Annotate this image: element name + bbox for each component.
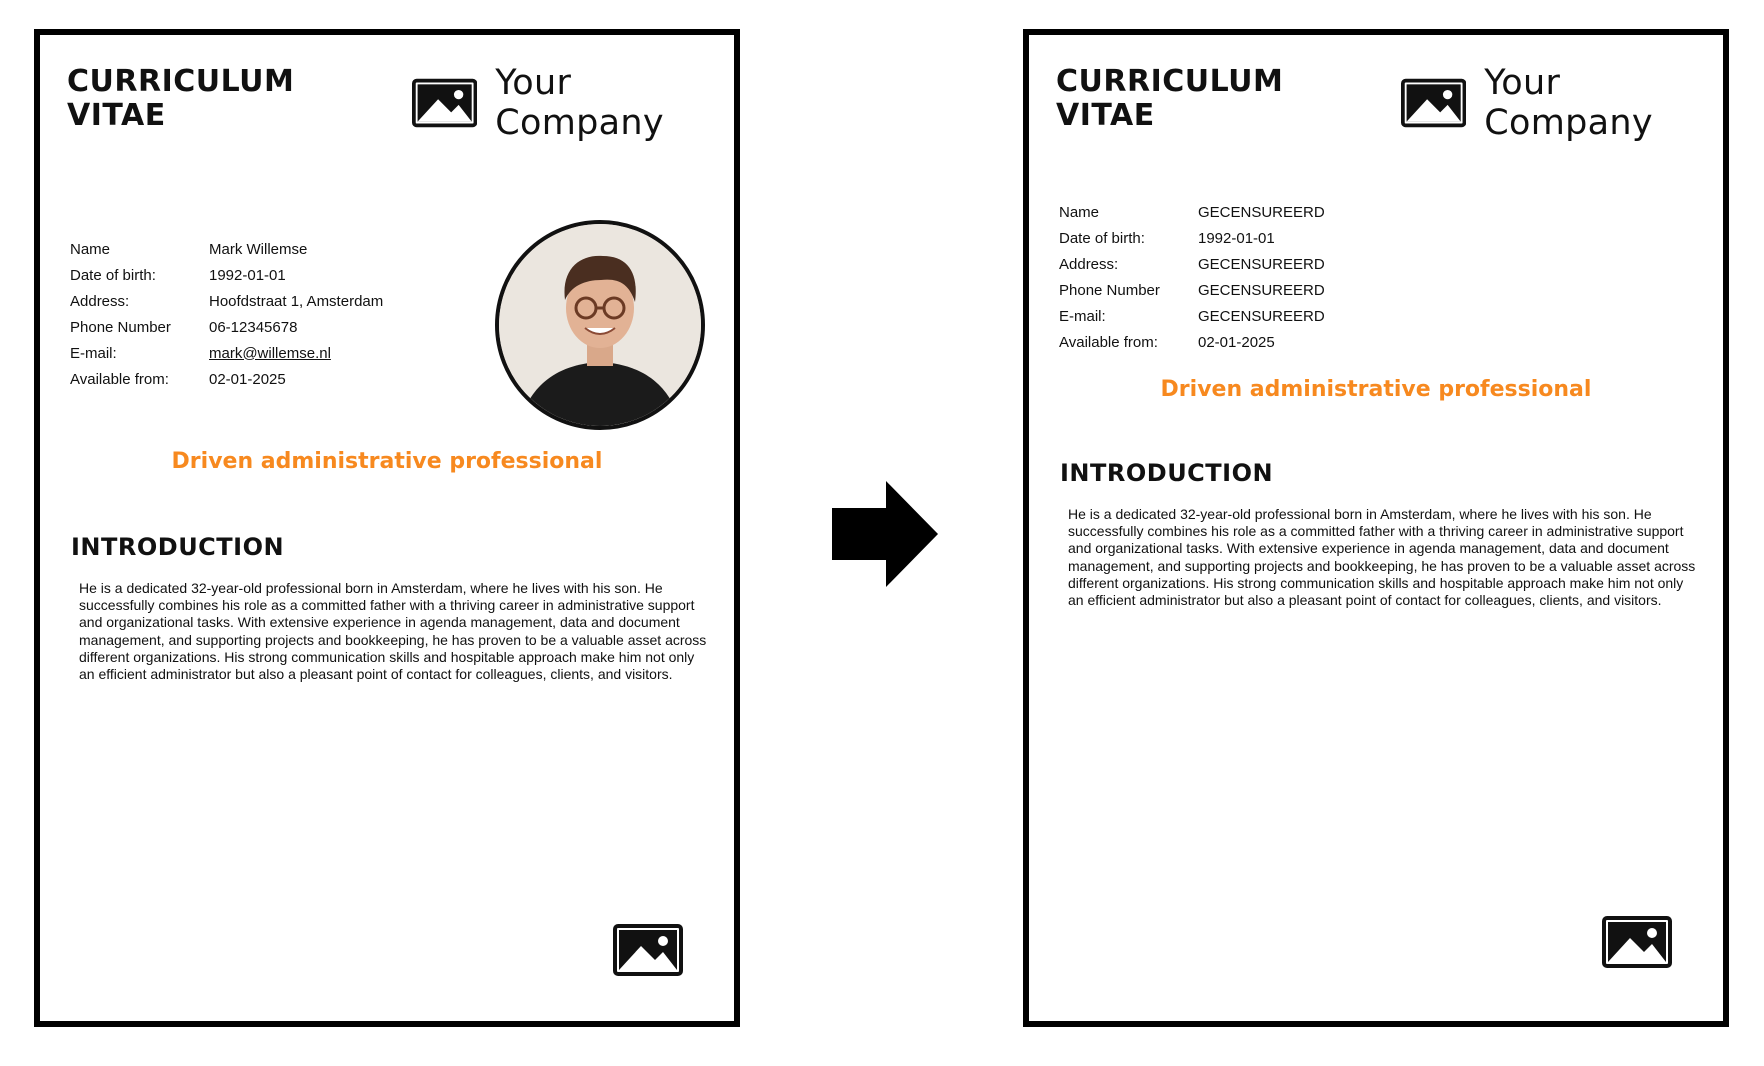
company-name: Your Company (1484, 63, 1653, 143)
label-dob: Date of birth: (1059, 229, 1145, 247)
company-header (1401, 63, 1723, 143)
label-email: E-mail: (1059, 307, 1106, 325)
info-row-email (1059, 303, 1325, 329)
cv-title-text: CURRICULUM VITAE (67, 64, 295, 133)
image-placeholder-icon (1602, 916, 1672, 968)
label-email: E-mail: (70, 344, 117, 362)
label-phone: Phone Number (70, 318, 171, 336)
cv-title (67, 65, 294, 133)
label-available: Available from: (1059, 333, 1158, 351)
info-row-available (70, 366, 383, 392)
intro-heading: INTRODUCTION (71, 533, 285, 561)
tagline: Driven administrative professional (171, 449, 603, 474)
label-dob: Date of birth: (70, 266, 156, 284)
person-portrait-icon (499, 224, 701, 426)
label-phone: Phone Number (1059, 281, 1160, 299)
info-row-name (1059, 199, 1325, 225)
intro-text: He is a dedicated 32-year-old professional born in Amsterdam, where he lives with his son. He successfully combines his role as a committed father with a thriving career in administrative support and organizational tasks. With extensive experience in agenda management, data and document management, and supporting projects and bookkeeping, he has proven to be a valuable asset across different organizations. His strong communication skills and hospitable approach make him not only an efficient administrator but also a pleasant point of contact for colleagues, clients, and visitors. (79, 580, 707, 683)
value-name: Mark Willemse (209, 240, 308, 258)
image-placeholder-icon (1401, 77, 1466, 129)
label-address: Address: (1059, 255, 1119, 273)
profile-photo (495, 220, 705, 430)
label-address: Address: (70, 292, 130, 310)
info-row-dob (1059, 225, 1325, 251)
email-link[interactable]: mark@willemse.nl (209, 344, 331, 362)
value-email: GECENSUREERD (1198, 307, 1325, 325)
value-available: 02-01-2025 (209, 370, 286, 388)
value-phone: 06-12345678 (209, 318, 298, 336)
value-address: Hoofdstraat 1, Amsterdam (209, 292, 384, 310)
label-available: Available from: (70, 370, 169, 388)
info-row-name (70, 236, 383, 262)
info-row-address (70, 288, 383, 314)
company-header (412, 63, 734, 143)
info-row-available (1059, 329, 1325, 355)
value-dob: 1992-01-01 (209, 266, 286, 284)
cv-title (1056, 65, 1283, 133)
value-address: GECENSUREERD (1198, 255, 1325, 273)
label-name: Name (1059, 203, 1100, 221)
info-row-address (1059, 251, 1325, 277)
cv-censored (1023, 29, 1729, 1027)
intro-heading: INTRODUCTION (1060, 459, 1274, 487)
value-dob: 1992-01-01 (1198, 229, 1275, 247)
info-row-email (70, 340, 383, 366)
value-name: GECENSUREERD (1198, 203, 1325, 221)
intro-text: He is a dedicated 32-year-old professional born in Amsterdam, where he lives with his son. He successfully combines his role as a committed father with a thriving career in administrative support and organizational tasks. With extensive experience in agenda management, data and document management, and supporting projects and bookkeeping, he has proven to be a valuable asset across different organizations. His strong communication skills and hospitable approach make him not only an efficient administrator but also a pleasant point of contact for colleagues, clients, and visitors. (1068, 506, 1696, 609)
image-placeholder-icon (613, 924, 683, 976)
cv-original (34, 29, 740, 1027)
image-placeholder-icon (412, 77, 477, 129)
info-row-phone (70, 314, 383, 340)
value-phone: GECENSUREERD (1198, 281, 1325, 299)
company-name: Your Company (495, 63, 664, 143)
cv-title-text: CURRICULUM VITAE (1056, 64, 1284, 133)
personal-info (1059, 199, 1325, 355)
label-name: Name (70, 240, 111, 258)
tagline: Driven administrative professional (1160, 377, 1592, 402)
info-row-phone (1059, 277, 1325, 303)
arrow-right-icon (832, 481, 938, 587)
personal-info (70, 236, 383, 392)
info-row-dob (70, 262, 383, 288)
value-available: 02-01-2025 (1198, 333, 1275, 351)
